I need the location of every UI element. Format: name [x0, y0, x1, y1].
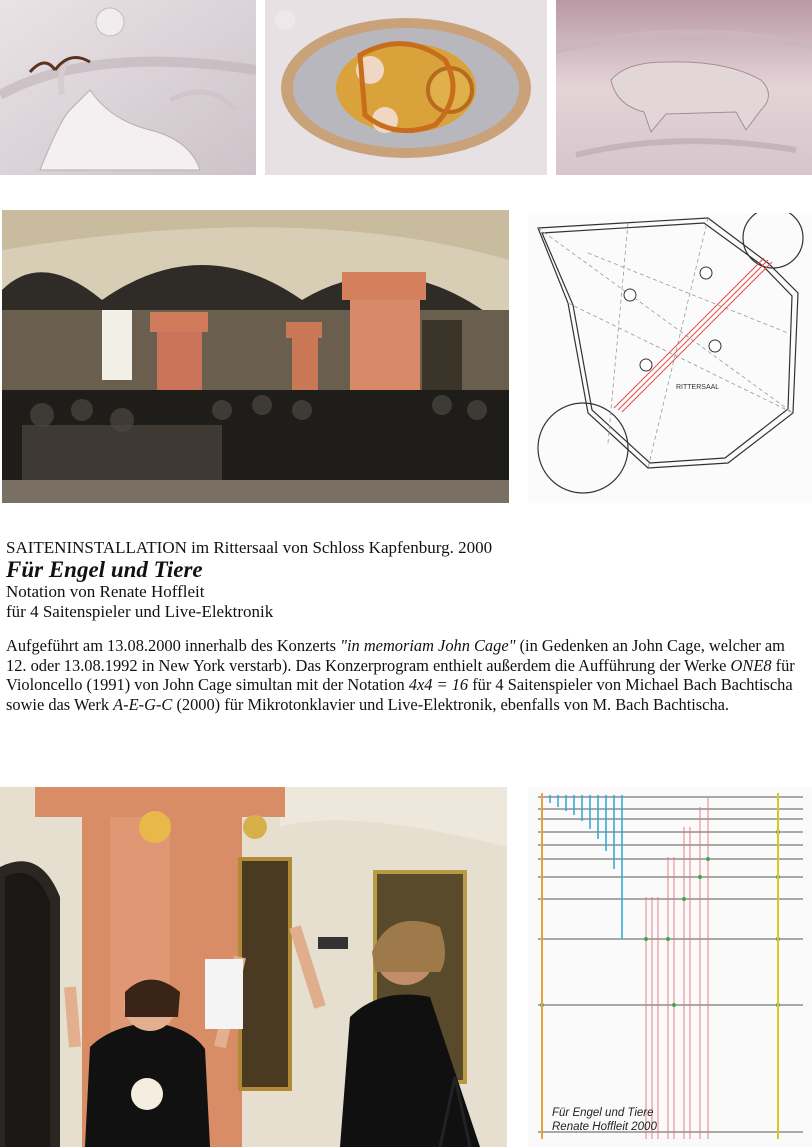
description-text — [6, 538, 806, 714]
installation-heading: SAITENINSTALLATION im Rittersaal von Schloss Kapfenburg. 2000 — [6, 538, 493, 557]
score-caption — [552, 1106, 657, 1134]
photo-floor-plan — [528, 213, 812, 503]
photo-stucco-deer — [0, 0, 256, 175]
instrumentation: für 4 Saitenspieler und Live-Elektronik — [6, 602, 274, 621]
work-one8: ONE8 — [730, 655, 772, 675]
concert-title: "in memoriam John Cage" — [340, 636, 516, 655]
score-caption-title: Für Engel und Tiere — [552, 1107, 654, 1119]
plan-room-label: RITTERSAAL — [676, 384, 720, 391]
work-title: Für Engel und Tiere — [6, 557, 203, 582]
photo-stucco-boar — [556, 0, 812, 175]
notation-credit: Notation von Renate Hoffleit — [6, 582, 205, 601]
photo-ceiling-medallion — [265, 0, 547, 175]
work-aegc: A-E-G-C — [113, 694, 173, 714]
photo-rittersaal-audience — [2, 210, 509, 503]
work-4x4: 4x4 = 16 — [408, 675, 469, 694]
photo-performers-at-pillar — [0, 787, 507, 1147]
notation-score — [528, 787, 812, 1147]
performance-paragraph: Aufgeführt am 13.08.2000 innerhalb des Konzerts "in memoriam John Cage" (in Gedenken an John Cage, welcher am 12. oder 13.08.1992 in New York verstarb). Das Konzerprogram enthielt außerdem die Aufführung der Werke ONE8 für Violoncello (1991) von John Cage simultan mit der Notation 4x4 = 16 für 4 Saitenspieler von Michael Bach Bachtischa sowie das Werk A-E-G-C (2000) für Mikrotonklavier und Live-Elektronik, ebenfalls von M. Bach Bachtischa. — [6, 636, 795, 714]
score-caption-credit: Renate Hoffleit 2000 — [552, 1121, 657, 1133]
